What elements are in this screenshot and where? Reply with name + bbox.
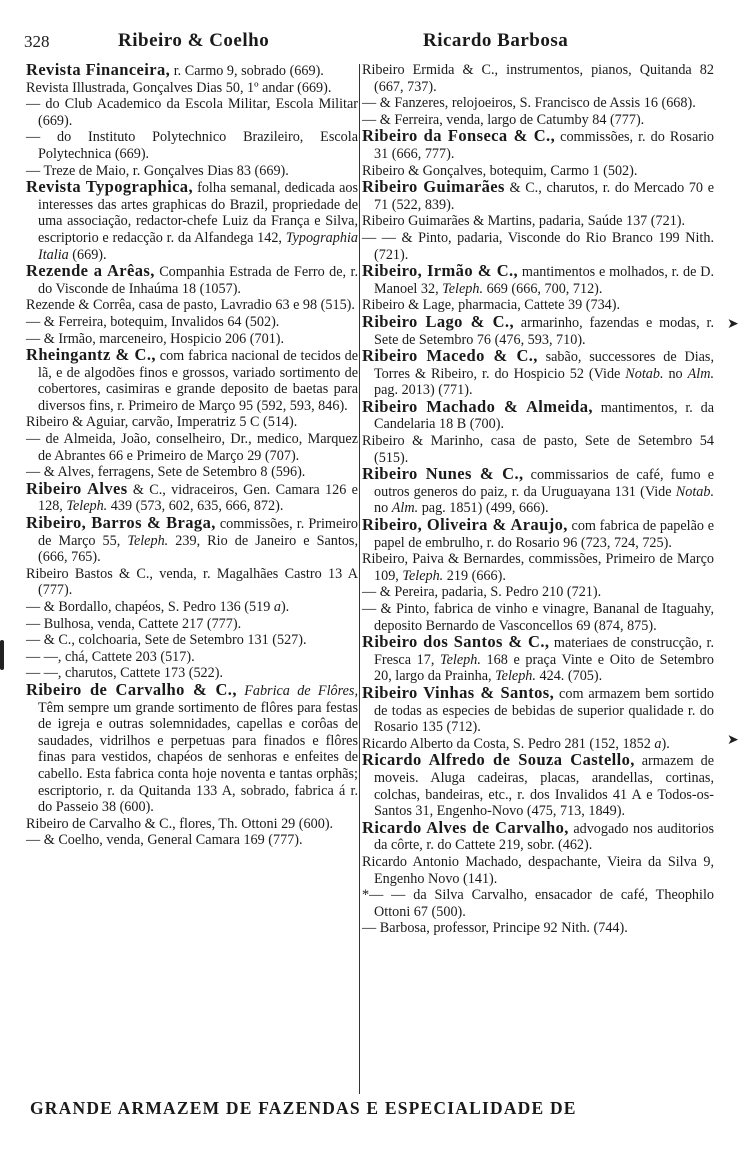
- directory-entry: [26, 679, 358, 816]
- entry-name: Ribeiro Machado & Almeida,: [362, 396, 593, 416]
- entry-text: 239, Rio de Janeiro e Santos, (666, 765).: [38, 532, 358, 566]
- directory-entry: [362, 263, 714, 297]
- directory-entry: [26, 599, 358, 616]
- entry-italic: a: [654, 735, 662, 752]
- directory-entry: [26, 616, 358, 633]
- directory-entry: [362, 466, 714, 517]
- directory-entry: [26, 478, 358, 515]
- entry-text: Ribeiro de Carvalho & C., flores, Th. Ottoni 29 (600).: [26, 815, 334, 832]
- directory-entry: [362, 817, 714, 854]
- entry-name: Ricardo Alfredo de Souza Castello,: [362, 750, 635, 770]
- entry-text: sabão, successores de Dias, Torres & Ribeiro, r. do Hospicio 52 (Vide: [374, 349, 714, 382]
- entry-name: Ribeiro Vinhas & Santos,: [362, 682, 555, 702]
- directory-entry: [362, 348, 714, 399]
- entry-text: 168 e praça Vinte e Oito de Setembro 20, largo da Prainha,: [374, 651, 715, 685]
- entry-italic: Teleph.: [495, 668, 536, 685]
- entry-text: — do Club Academico da Escola Militar, Escola Militar (669).: [26, 96, 358, 129]
- directory-entry: [362, 128, 714, 162]
- entry-text: — & Ferreira, venda, largo de Catumby 84 (777).: [362, 111, 645, 128]
- directory-entry: [362, 887, 714, 920]
- entry-italic: Teleph.: [402, 567, 444, 584]
- entry-text: Ribeiro & Gonçalves, botequim, Carmo 1 (502).: [362, 162, 638, 179]
- directory-entry: [26, 314, 358, 331]
- entry-name: Ribeiro, Barros & Braga,: [26, 513, 216, 533]
- entry-italic: Teleph.: [127, 532, 169, 549]
- entry-text: — & Ferreira, botequim, Invalidos 64 (502).: [26, 313, 280, 330]
- entry-italic: Typographia Italia: [38, 229, 358, 263]
- entry-text: com armazem bem sortido de todas as especies de bebidas de superior qualidade r. do Rosario 135 (712).: [374, 685, 715, 736]
- entry-text: materiaes de construcção, r. Fresca 17,: [374, 635, 714, 668]
- entry-text: — do Instituto Polytechnico Brazileiro, Escola Polytechnica (669).: [26, 129, 358, 162]
- entry-text: r. Carmo 9, sobrado (669).: [170, 63, 324, 79]
- directory-entry: [26, 649, 358, 666]
- entry-text: — Bulhosa, venda, Cattete 217 (777).: [26, 615, 242, 632]
- entry-name: Ricardo Alves de Carvalho,: [362, 817, 569, 837]
- entry-text: 219 (666).: [443, 567, 506, 584]
- directory-entry: [362, 95, 714, 112]
- entry-text: Ribeiro & Aguiar, carvão, Imperatriz 5 C (514).: [26, 414, 298, 431]
- directory-entry: [26, 515, 358, 566]
- entry-name: Rheingantz & C.,: [26, 345, 156, 365]
- directory-entry: [26, 80, 358, 97]
- entry-text: (669).: [68, 246, 107, 263]
- directory-entry: [362, 311, 714, 348]
- entry-name: Revista Typographica,: [26, 177, 193, 197]
- entry-name: Ribeiro Lago & C.,: [362, 311, 514, 331]
- entry-text: — & Irmão, marceneiro, Hospicio 206 (701).: [26, 330, 285, 347]
- entry-name: Revista Financeira,: [26, 60, 171, 79]
- entry-text: mantimentos e molhados, r. de D. Manoel 32,: [374, 264, 714, 297]
- entry-italic: Notab.: [675, 483, 714, 500]
- entry-text: — & Pinto, fabrica de vinho e vinagre, Bananal de Itaguahy, deposito Bernardo de Vasconcellos 69 (874, 875).: [362, 601, 714, 634]
- directory-entry: [362, 517, 714, 551]
- entry-text: — & Fanzeres, relojoeiros, S. Francisco de Assis 16 (668).: [362, 95, 696, 112]
- entry-text: 424. (705).: [535, 668, 603, 685]
- entry-text: armarinho, fazendas e modas, r. Sete de Setembro 76 (476, 593, 710).: [374, 314, 714, 348]
- entry-text: — —, chá, Cattete 203 (517).: [26, 648, 195, 665]
- directory-entry: [362, 213, 714, 230]
- entry-text: & C., vidraceiros, Gen. Camara 126 e 128,: [38, 481, 358, 515]
- entry-text: armazem de moveis. Aluga cadeiras, placas, arandellas, cortinas, colchas, bandeiras, etc., r. dos Invalidos 41 A e Todos-os-Santos 31, Engenho-Novo (475, 713, 1849).: [374, 753, 714, 820]
- directory-entry: [362, 752, 714, 819]
- running-head-left: Ribeiro & Coelho: [118, 30, 270, 51]
- entry-text: mantimentos, r. da Candelaria 18 B (700).: [374, 399, 714, 433]
- directory-entry: [362, 230, 714, 263]
- directory-entry: [26, 179, 358, 263]
- directory-entry: [362, 854, 714, 887]
- margin-arrow-icon: ➤: [727, 733, 739, 748]
- entry-name: Ribeiro dos Santos & C.,: [362, 632, 550, 652]
- entry-name: Ribeiro Alves: [26, 478, 128, 498]
- entry-text: Ribeiro Guimarães & Martins, padaria, Saúde 137 (721).: [362, 213, 686, 230]
- entry-text: Rezende & Corrêa, casa de pasto, Lavradio 63 e 98 (515).: [26, 297, 355, 314]
- entry-text: — Treze de Maio, r. Gonçalves Dias 83 (669).: [26, 162, 289, 179]
- entry-italic: Alm.: [391, 500, 419, 517]
- left-column: [26, 62, 358, 849]
- entry-text: 669 (666, 700, 712).: [483, 280, 603, 297]
- entry-name: Rezende a Arêas,: [26, 261, 155, 281]
- directory-entry: [362, 584, 714, 601]
- entry-text: commissões, r. do Rosario 31 (666, 777).: [374, 129, 714, 162]
- directory-entry: [362, 682, 715, 736]
- directory-entry: [362, 551, 714, 584]
- directory-entry: [26, 62, 358, 80]
- directory-entry: [362, 601, 714, 634]
- entry-text: — Barbosa, professor, Principe 92 Nith. (744).: [362, 920, 628, 937]
- margin-mark: [0, 640, 4, 670]
- entry-text: com fabrica nacional de tecidos de lã, e de algodões finos e grossos, variado sortimento de cobertores, casimiras e grande deposito de baetas para diversos fins, r. Primeiro de Março 95 (592, 593, 846).: [38, 348, 359, 414]
- entry-text: ).: [661, 735, 670, 752]
- directory-entry: [26, 129, 358, 162]
- page-number: 328: [24, 32, 50, 51]
- entry-text: folha semanal, dedicada aos interesses das artes graphicas do Brazil, propriedade de uma associação, redactor-chefe Luiz da França e Silva, escriptorio e redacção r. da Alfandega 142,: [38, 180, 358, 246]
- directory-entry: [362, 62, 714, 95]
- entry-text: commissarios de café, fumo e outros generos do paiz, r. da Uruguayana 131 (Vide: [374, 467, 714, 500]
- entry-text: pag. 2013) (771).: [374, 382, 473, 399]
- directory-entry: [26, 297, 358, 314]
- directory-entry: [362, 634, 714, 685]
- entry-name: Ribeiro Guimarães: [362, 177, 505, 197]
- entry-text: Ribeiro Ermida & C., instrumentos, pianos, Quitanda 82 (667, 737).: [362, 62, 714, 95]
- entry-italic: Teleph.: [66, 498, 108, 515]
- entry-name: Ribeiro de Carvalho & C.,: [26, 679, 237, 699]
- right-column: [362, 62, 714, 937]
- directory-entry: [26, 816, 358, 833]
- directory-entry: [26, 832, 358, 849]
- directory-entry: [362, 179, 714, 213]
- entry-text: — & Bordallo, chapéos, S. Pedro 136 (519: [26, 599, 274, 615]
- entry-name: Ribeiro, Oliveira & Araujo,: [362, 515, 568, 535]
- running-head-right: Ricardo Barbosa: [423, 30, 569, 51]
- entry-italic: Teleph.: [442, 280, 484, 297]
- entry-text: — & Coelho, venda, General Camara 169 (777).: [26, 832, 303, 849]
- entry-text: Companhia Estrada de Ferro de, r. do Visconde de Inhaúma 18 (1057).: [38, 264, 359, 297]
- entry-text: Ricardo Antonio Machado, despachante, Vieira da Silva 9, Engenho Novo (141).: [362, 853, 714, 887]
- entry-text: — & Pereira, padaria, S. Pedro 210 (721).: [362, 584, 602, 601]
- entry-text: — & Alves, ferragens, Sete de Setembro 8 (596).: [26, 464, 306, 481]
- entry-text: *— — da Silva Carvalho, ensacador de café, Theophilo Ottoni 67 (500).: [362, 887, 714, 920]
- directory-entry: [26, 347, 358, 414]
- entry-text: & C., charutos, r. do Mercado 70 e 71 (522, 839).: [374, 180, 714, 213]
- column-divider: [359, 64, 360, 1094]
- entry-italic: a: [273, 599, 281, 615]
- entry-italic: Notab.: [625, 365, 664, 382]
- entry-text: no: [663, 365, 688, 382]
- entry-name: Ribeiro Macedo & C.,: [362, 346, 538, 366]
- entry-text: — de Almeida, João, conselheiro, Dr., medico, Marquez de Abrantes 66 e Primeiro de Março 29 (707).: [26, 431, 358, 464]
- directory-entry: [362, 920, 714, 937]
- directory-entry: [26, 414, 358, 431]
- entry-text: no: [374, 500, 392, 517]
- entry-text: advogado nos auditorios da côrte, r. do Cattete 219, sobr. (462).: [374, 820, 714, 854]
- entry-italic: Teleph.: [440, 651, 481, 668]
- entry-text: Ribeiro & Lage, pharmacia, Cattete 39 (734).: [362, 297, 621, 314]
- entry-text: Ribeiro Bastos & C., venda, r. Magalhães Castro 13 A (777).: [26, 565, 358, 599]
- directory-entry: [26, 431, 358, 464]
- entry-text: 439 (573, 602, 635, 666, 872).: [107, 498, 284, 515]
- page-header: [0, 28, 746, 58]
- entry-text: com fabrica de papelão e papel de embrulho, r. do Rosario 96 (723, 724, 725).: [374, 518, 715, 551]
- entry-text: Revista Illustrada, Gonçalves Dias 50, 1º andar (669).: [26, 79, 332, 96]
- directory-entry: [26, 632, 358, 649]
- directory-entry: [26, 566, 358, 599]
- entry-name: Ribeiro da Fonseca & C.,: [362, 126, 556, 146]
- entry-text: Têm sempre um grande sortimento de flôres para festas de igreja e outras solemnidades, capellas e corôas de saudades, vidrilhos e perpetuas para finados e flôres finas para vestidos, chapéos de senhoras e enfeites de cabello. Esta fabrica conta hoje noventa e tantas orphãs; escriptorio, r. da Quitanda 133 A, sobrado, fabrica á r. do Passeio 38 (600).: [38, 699, 358, 816]
- entry-text: Ribeiro, Paiva & Bernardes, commissões, Primeiro de Março 109,: [362, 551, 714, 584]
- directory-entry: [362, 396, 714, 433]
- entry-italic: Fabrica de Flôres,: [244, 682, 358, 699]
- footer-advert: GRANDE ARMAZEM DE FAZENDAS E ESPECIALIDADE DE: [30, 1098, 577, 1118]
- entry-text: ).: [280, 599, 290, 615]
- entry-text: commissões, r. Primeiro de Março 55,: [38, 516, 358, 549]
- margin-arrow-icon: ➤: [727, 317, 739, 332]
- entry-text: — — & Pinto, padaria, Visconde do Rio Branco 199 Nith. (721).: [362, 229, 714, 263]
- directory-entry: [26, 96, 358, 129]
- entry-text: pag. 1851) (499, 666).: [418, 500, 549, 517]
- entry-italic: Alm.: [687, 365, 714, 382]
- entry-text: — & C., colchoaria, Sete de Setembro 131 (527).: [26, 632, 307, 649]
- entry-text: Ricardo Alberto da Costa, S. Pedro 281 (152, 1852: [362, 735, 655, 752]
- entry-name: Ribeiro Nunes & C.,: [362, 464, 524, 484]
- entry-name: Ribeiro, Irmão & C.,: [362, 261, 519, 281]
- directory-entry: [362, 433, 714, 466]
- directory-entry: [26, 263, 358, 297]
- entry-text: — —, charutos, Cattete 173 (522).: [26, 665, 224, 682]
- entry-text: Ribeiro & Marinho, casa de pasto, Sete de Setembro 54 (515).: [362, 433, 714, 466]
